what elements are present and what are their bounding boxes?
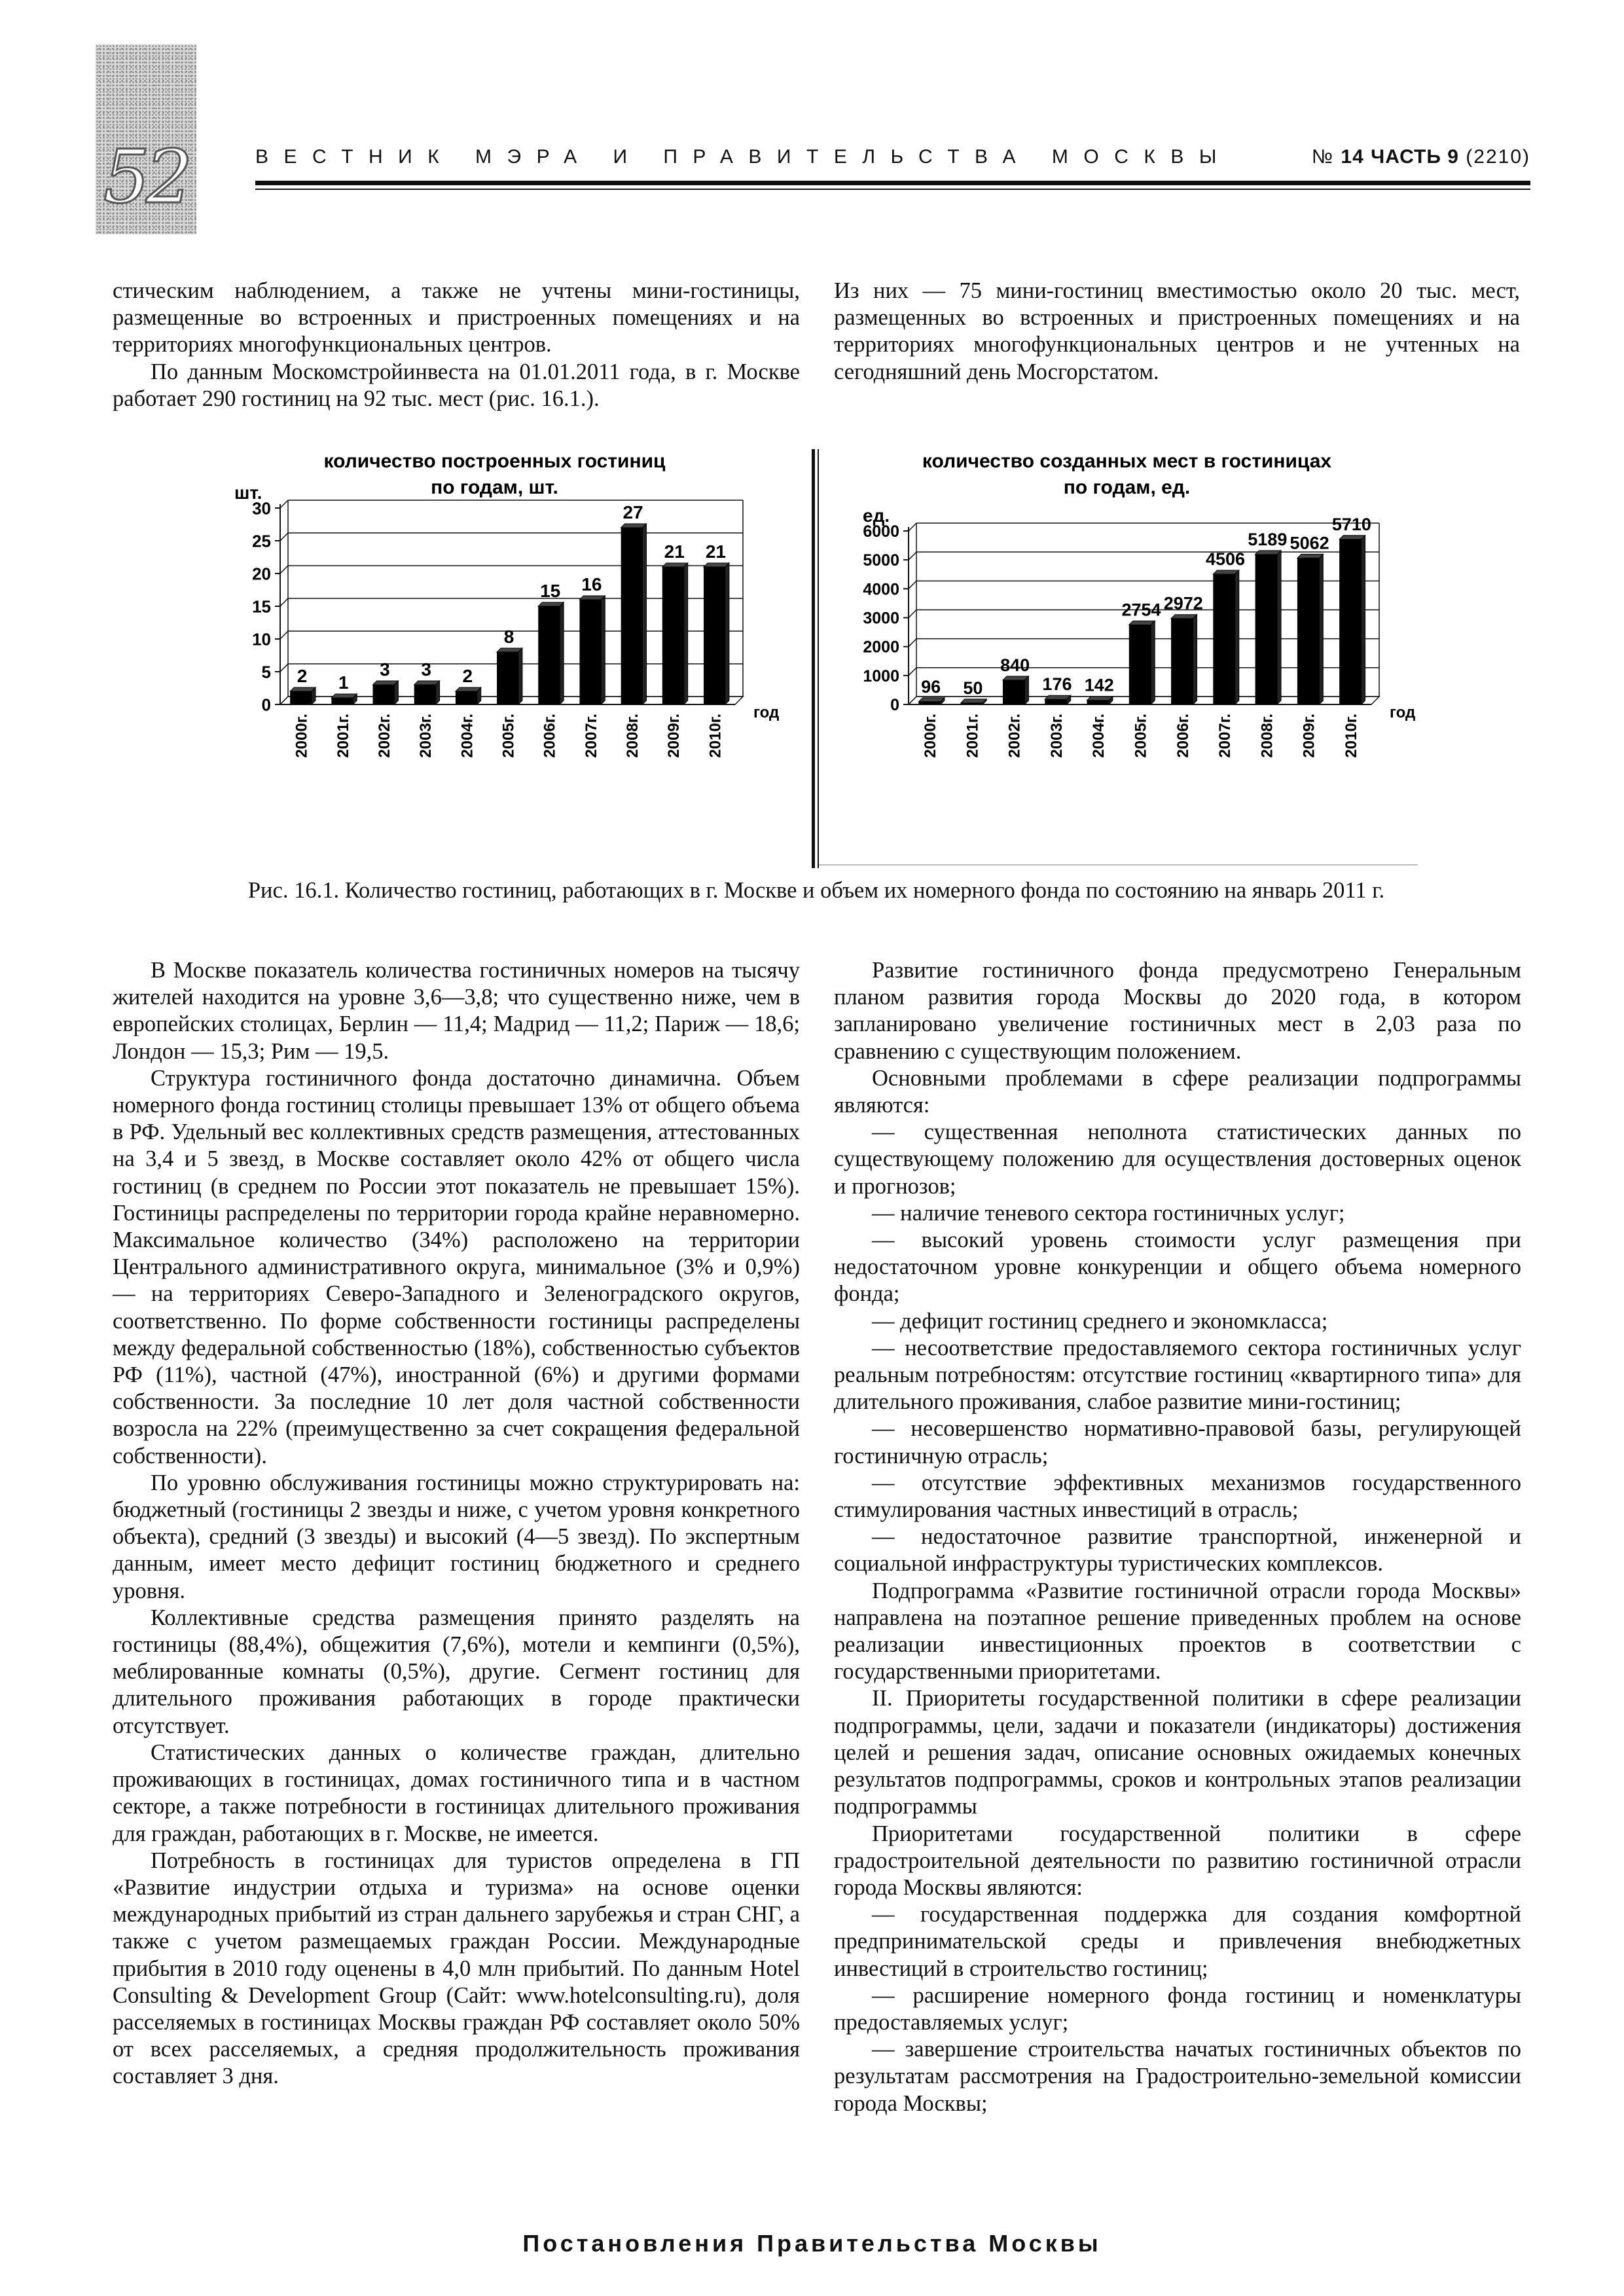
x-tick-label: 2004г. [1090, 714, 1108, 758]
chart-title: количество созданных мест в гостиницах [922, 450, 1332, 472]
paragraph: Из них — 75 мини-гостиниц вместимостью около 20 тыс. мест, размещенных во встроенных и пристроенных помещениях и на территориях многофункциональных центров и не учтенных на сегодняшний день Мосгорстатом. [834, 278, 1520, 384]
top-right-column [834, 278, 1520, 386]
y-tick-label: 1000 [863, 666, 899, 685]
bar-value-label: 3 [421, 659, 431, 680]
x-tick-label: 2006г. [541, 714, 559, 758]
bar [1087, 701, 1109, 704]
chart-divider-thin [818, 449, 819, 868]
bar-value-label: 1 [338, 672, 349, 693]
y-tick-label: 25 [252, 531, 271, 551]
bar [961, 703, 983, 704]
bar-side [1362, 536, 1365, 704]
header-rule-thin [255, 189, 1530, 190]
x-tick-label: 2008г. [1258, 714, 1276, 758]
bar-side [601, 596, 605, 704]
bar-value-label: 4506 [1206, 549, 1246, 569]
bar-top [1087, 697, 1113, 701]
bar-value-label: 142 [1084, 675, 1114, 695]
bar [331, 698, 353, 704]
bar-top [1339, 536, 1365, 539]
chart-title: количество построенных гостиниц [323, 450, 666, 472]
bar-value-label: 2972 [1163, 593, 1203, 613]
x-tick-label: 2008г. [624, 714, 642, 758]
x-tick-label: 2007г. [1216, 714, 1235, 758]
x-tick-label: 2005г. [499, 714, 518, 758]
bar [621, 528, 643, 704]
bar-value-label: 15 [540, 581, 561, 601]
bar-value-label: 5710 [1331, 514, 1371, 534]
paragraph: — наличие теневого сектора гостиничных услуг; [872, 1200, 1345, 1226]
y-tick-label: 5000 [863, 551, 899, 570]
paragraph: — несоответствие предоставляемого сектора гостиничных услуг реальным потребностям: отсутствие гостиниц «квартирного типа» для длительного проживания, слабое развитие мини-гостиниц; [834, 1335, 1521, 1415]
issue-prefix: № [1311, 146, 1335, 168]
y-tick-label: 15 [252, 596, 271, 617]
bar-top [621, 524, 647, 528]
chart-divider [812, 449, 815, 868]
bar-top [538, 602, 564, 606]
bar-top [1171, 615, 1197, 619]
paragraph: — отсутствие эффективных механизмов государственного стимулирования частных инвестиций в отрасль; [834, 1470, 1521, 1523]
bar [497, 652, 518, 704]
bar-value-label: 3 [380, 659, 390, 680]
grid-depth-line [280, 533, 288, 541]
bar [1297, 558, 1319, 704]
issue-info [1312, 146, 1530, 168]
grid-depth-line [280, 500, 288, 508]
bar-top [456, 687, 481, 691]
x-tick-label: 2001г. [964, 714, 982, 758]
bar [1213, 574, 1235, 704]
y-tick-label: 10 [252, 629, 271, 649]
issue-number: 14 [1341, 146, 1364, 168]
x-axis-label: год [1390, 704, 1416, 721]
figure-caption: Рис. 16.1. Количество гостиниц, работающих в г. Москве и объем их номерного фонда по состоянию на январь 2011 г. [247, 878, 1385, 903]
paragraph: Потребность в гостиницах для туристов определена в ГП «Развитие индустрии отдыха и туризма» на основе оценки международных прибытий из стран дальнего зарубежья и стран СНГ, а также с учетом размещаемых граждан России. Международные прибытия в 2010 году оценены в 4,0 млн прибытий. По данным Hotel Consulting & Development Group (Сайт: www.hotelconsulting.ru), доля расселяемых в гостиницах Москвы граждан РФ составляет около 50% от всех расселяемых, а средняя продолжительность проживания составляет 3 дня. [113, 1848, 800, 2089]
bar [373, 685, 395, 704]
grid-depth-line [909, 552, 916, 560]
bar-value-label: 8 [503, 627, 514, 647]
bar [1255, 555, 1277, 704]
bar-value-label: 176 [1042, 674, 1072, 695]
paragraph: В Москве показатель количества гостиничных номеров на тысячу жителей находится на уровне 3,6—3,8; что существенно ниже, чем в европейских столицах, Берлин — 11,4; Мадрид — 11,2; Париж — 18,6; Лондон — 15,3; Рим — 19,5. [113, 958, 800, 1064]
bar-side [642, 524, 646, 704]
bar [918, 702, 940, 704]
bar-top [414, 681, 440, 685]
x-tick-label: 2001г. [334, 714, 352, 758]
y-tick-label: 5 [261, 662, 271, 682]
bar-top [373, 681, 399, 685]
bar-side [560, 602, 564, 704]
bar-side [1319, 554, 1323, 704]
bar-side [684, 563, 688, 704]
bar-value-label: 21 [664, 541, 685, 562]
paragraph: По данным Москомстройинвеста на 01.01.2011 года, в г. Москве работает 290 гостиниц на 92 тыс. мест (рис. 16.1.). [113, 359, 800, 411]
bar-side [1151, 621, 1155, 704]
chart-title: по годам, ед. [1063, 477, 1191, 498]
paragraph: II. Приоритеты государственной политики в сфере реализации подпрограммы, цели, задачи и показатели (индикаторы) достижения целей и решения задач, описание основных ожидаемых конечных результатов подпрограммы, сроков и контрольных этапов реализации подпрограммы [834, 1686, 1521, 1819]
bar-side [436, 681, 440, 704]
bottom-left-column [113, 957, 800, 2090]
bar-top [290, 687, 316, 691]
x-axis-label: год [753, 704, 780, 721]
paragraph: — недостаточное развитие транспортной, инженерной и социальной инфраструктуры туристических комплексов. [834, 1524, 1521, 1576]
grid-depth-line [280, 566, 288, 574]
bar-value-label: 2754 [1121, 600, 1161, 620]
bar-top [1297, 554, 1323, 558]
paragraph: Коллективные средства размещения принято разделять на гостиницы (88,4%), общежития (7,6%), мотели и кемпинги (0,5%), меблированные комнаты (0,5%), другие. Сегмент гостиниц для длительного проживания работающих в городе практически отсутствует. [113, 1605, 800, 1738]
page-footer: Постановления Правительства Москвы [522, 2230, 1102, 2257]
hotel-places-chart-svg [831, 449, 1417, 868]
paragraph: Основными проблемами в сфере реализации подпрограммы являются: [834, 1065, 1521, 1118]
header-rule [255, 181, 1530, 185]
y-tick-label: 30 [252, 498, 271, 519]
y-tick-label: 2000 [863, 638, 899, 657]
hotel-places-chart [831, 449, 1417, 868]
issue-part: ЧАСТЬ 9 [1371, 146, 1459, 168]
journal-title: ВЕСТНИК МЭРА И ПРАВИТЕЛЬСТВА МОСКВЫ [255, 146, 1232, 168]
bar-top [918, 698, 944, 702]
paragraph: — завершение строительства начатых гостиничных объектов по результатам рассмотрения на Градостроительно-земельной комиссии города Москвы; [834, 2037, 1521, 2116]
bar [579, 600, 601, 704]
x-tick-label: 2000г. [922, 714, 940, 758]
bar-side [1235, 570, 1239, 704]
grid-depth-line [280, 631, 288, 639]
bar [1003, 680, 1024, 704]
bar [1045, 699, 1066, 704]
page-number: 52 [103, 135, 189, 220]
bar-value-label: 16 [581, 574, 602, 594]
y-tick-label: 0 [890, 696, 899, 714]
bar-value-label: 2 [297, 666, 308, 686]
paragraph: Структура гостиничного фонда достаточно динамична. Объем номерного фонда гостиниц столицы превышает 13% от общего объема в РФ. Удельный вес коллективных средств размещения, аттестованных на 3,4 и 5 звезд, в Москве составляет около 42% от общего числа гостиниц (в среднем по России этот показатель не превышает 15%). Гостиницы распределены по территории города крайне неравномерно. Максимальное количество (34%) расположено на территории Центрального административного округа, минимальное (3% и 0,9%) — на территориях Северо-Западного и Зеленоградского округов, соответственно. По форме собственности гостиницы распределены между федеральной собственностью (18%), собственностью субъектов РФ (11%), частной (47%), иностранной (6%) и другими формами собственности. За последние 10 лет доля частной собственности возросла на 22% (преимущественно за счет сокращения федеральной собственности). [113, 1065, 800, 1468]
x-tick-label: 2002г. [375, 714, 393, 758]
chart-bottom-rule [819, 864, 1418, 866]
x-tick-label: 2007г. [582, 714, 600, 758]
bar-side [1024, 676, 1028, 704]
issue-total: (2210) [1466, 146, 1530, 168]
bar-top [1045, 695, 1070, 699]
x-tick-label: 2010г. [1342, 714, 1360, 758]
x-tick-label: 2005г. [1132, 714, 1150, 758]
page-number-box [96, 45, 196, 234]
x-tick-label: 2003г. [1047, 714, 1066, 758]
x-tick-label: 2004г. [458, 714, 477, 758]
paragraph: — расширение номерного фонда гостиниц и номенклатуры предоставляемых услуг; [834, 1982, 1521, 2035]
grid-depth-line [909, 610, 916, 618]
bar-top [704, 563, 729, 567]
bar-value-label: 27 [623, 502, 643, 522]
bar-top [1129, 621, 1155, 625]
bar-side [394, 681, 398, 704]
bottom-right-column [834, 957, 1521, 2117]
paragraph: Приоритетами государственной политики в сфере градостроительной деятельности по развитию гостиничной отрасли города Москвы являются: [834, 1821, 1521, 1900]
paragraph: — существенная неполнота статистических данных по существующему положению для осуществления достоверных оценок и прогнозов; [834, 1120, 1521, 1199]
y-tick-label: 20 [252, 564, 271, 584]
paragraph: Развитие гостиничного фонда предусмотрено Генеральным планом развития города Москвы до 2020 года, в котором запланировано увеличение гостиничных мест в 2,03 раза по сравнению с существующим положением. [834, 958, 1521, 1064]
grid-depth-line [909, 668, 916, 676]
x-tick-label: 2009г. [665, 714, 683, 758]
paragraph: По уровню обслуживания гостиницы можно структурировать на: бюджетный (гостиницы 2 звезды и ниже, с учетом уровня конкретного объекта), средний (3 звезды) и высокий (4—5 звезд). По экспертным данным, имеет место дефицит гостиниц бюджетного и среднего уровня. [113, 1470, 800, 1603]
bar-side [1277, 551, 1281, 704]
bar-side [1193, 615, 1197, 704]
grid-depth-line [280, 598, 288, 606]
bar-value-label: 96 [921, 676, 941, 697]
x-tick-label: 2006г. [1174, 714, 1192, 758]
top-left-column [113, 278, 800, 412]
bar-top [1213, 570, 1238, 574]
grid-depth-line [280, 664, 288, 672]
paragraph: — государственная поддержка для создания комфортной предпринимательской среды и привлечения внебюджетных инвестиций в строительство гостиниц; [834, 1902, 1521, 1981]
bar [704, 567, 725, 704]
hotels-built-chart [208, 449, 797, 868]
y-axis-label: шт. [234, 483, 262, 503]
bar-top [579, 596, 605, 600]
bar [538, 606, 560, 704]
bar [414, 685, 436, 704]
bar [1129, 625, 1151, 704]
bar-side [725, 563, 729, 704]
paragraph: Статистических данных о количестве граждан, длительно проживающих в гостиницах, домах гостиничного типа и в частном секторе, а также потребности в гостиницах длительного проживания для граждан, работающих в г. Москве, не имеется. [113, 1740, 800, 1846]
bar [290, 691, 312, 704]
bar-side [518, 648, 522, 704]
bar-top [961, 699, 986, 703]
bar-value-label: 2 [462, 666, 473, 686]
chart-title: по годам, шт. [431, 477, 558, 498]
bar [662, 567, 684, 704]
bar-value-label: 5189 [1248, 529, 1288, 549]
bar-top [1003, 676, 1028, 680]
paragraph: — дефицит гостиниц среднего и экономкласса; [872, 1308, 1328, 1334]
paragraph: стическим наблюдением, а также не учтены мини-гостиницы, размещенные во встроенных и пристроенных помещениях и на территориях многофункциональных центров. [113, 278, 800, 357]
grid-depth-line [909, 639, 916, 647]
bar [456, 691, 477, 704]
x-tick-label: 2000г. [293, 714, 311, 758]
bar-top [662, 563, 688, 567]
bar-value-label: 840 [1000, 655, 1030, 675]
bar-top [331, 694, 357, 698]
paragraph: — несовершенство нормативно-правовой базы, регулирующей гостиничную отрасль; [834, 1416, 1521, 1468]
y-tick-label: 3000 [863, 609, 899, 628]
bar-value-label: 5062 [1290, 533, 1329, 553]
y-axis-label: ед. [863, 505, 890, 526]
x-tick-label: 2010г. [706, 714, 725, 758]
bar-value-label: 21 [705, 541, 726, 562]
grid-depth-line [909, 581, 916, 589]
bar-value-label: 50 [963, 678, 983, 698]
hotels-built-chart-svg [208, 449, 797, 868]
running-header [255, 146, 1530, 168]
x-tick-label: 2009г. [1300, 714, 1318, 758]
grid-depth-line [909, 523, 916, 531]
y-tick-label: 0 [261, 695, 271, 715]
bar [1339, 539, 1361, 704]
paragraph: Подпрограмма «Развитие гостиничной отрасли города Москвы» направлена на поэтапное решение приведенных проблем на основе реализации инвестиционных проектов в соответствии с государственными приоритетами. [834, 1578, 1521, 1685]
paragraph: — высокий уровень стоимости услуг размещения при недостаточном уровне конкуренции и общего объема номерного фонда; [834, 1228, 1521, 1307]
bar-top [497, 648, 522, 652]
y-tick-label: 6000 [863, 522, 899, 541]
bar [1171, 619, 1193, 704]
bar-top [1255, 551, 1281, 555]
x-tick-label: 2002г. [1005, 714, 1024, 758]
x-tick-label: 2003г. [417, 714, 435, 758]
y-tick-label: 4000 [863, 580, 899, 599]
